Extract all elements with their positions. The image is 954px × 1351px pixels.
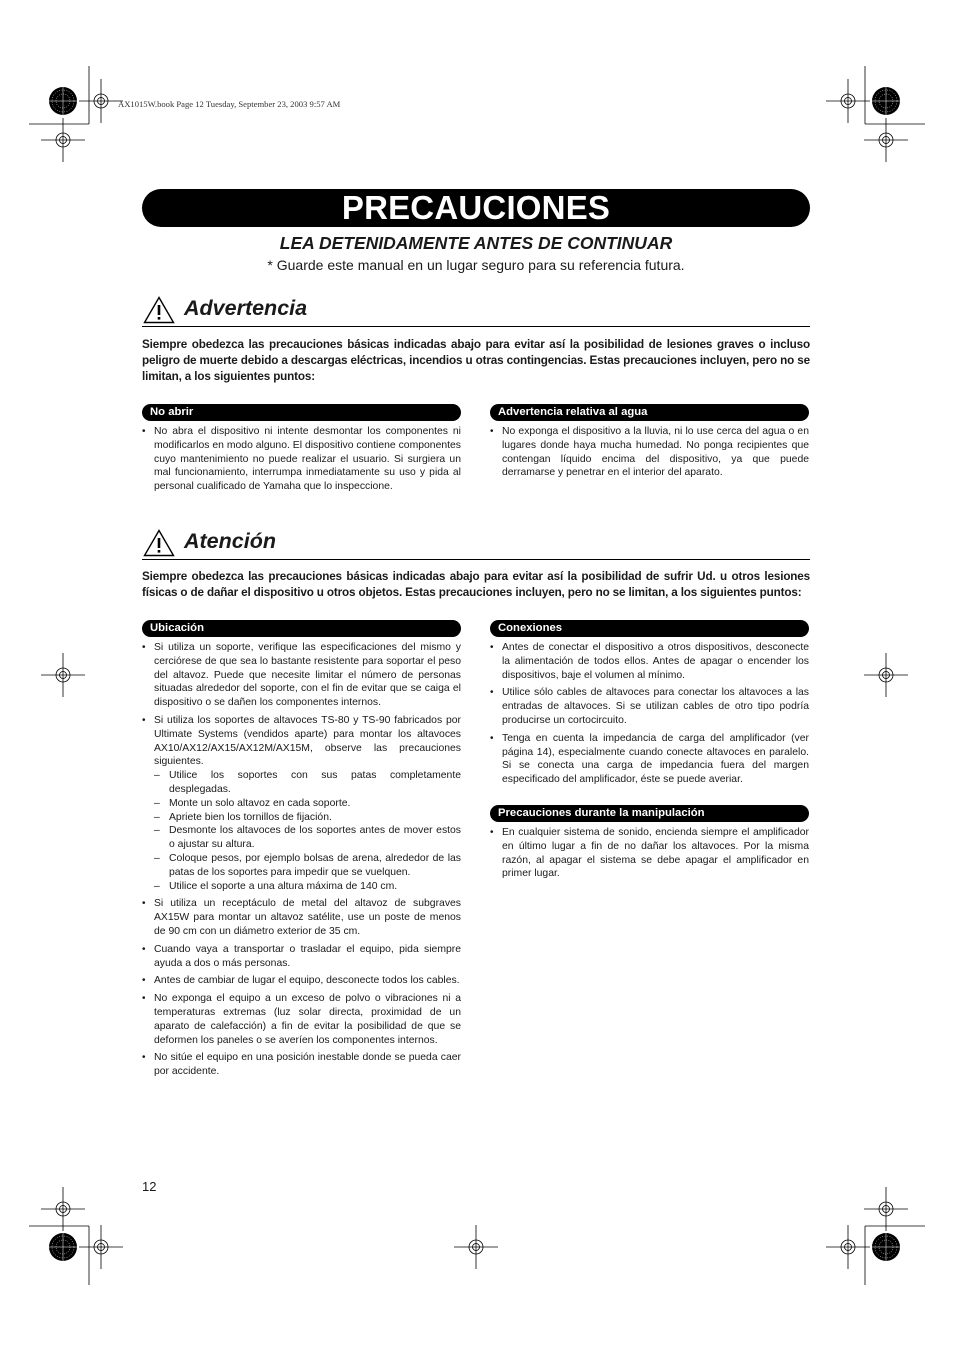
list-item: • Antes de conectar el dispositivo a otros dispositivos, desconecte la alimentación de todos ellos. Antes de apagar o encender los dispositivos, baje el volumen al mínimo.	[490, 641, 809, 682]
list-item: • No exponga el dispositivo a la lluvia, ni lo use cerca del agua o en lugares donde haya mucha humedad. No ponga recipientes que contengan líquido encima del dispositivo, ya que puede derramarse y penetrar en el interior del aparato.	[490, 425, 809, 480]
list-item	[142, 714, 461, 893]
list-item: • No exponga el equipo a un exceso de polvo o vibraciones ni a temperaturas extremas (luz solar directa, proximidad de un aparato de calefacción) a fin de evitar la posibilidad de que se deformen los paneles o se averíen los componentes internos.	[142, 992, 461, 1047]
agua-list	[490, 425, 809, 484]
caution-section-header	[142, 529, 810, 560]
list-item: • Antes de cambiar de lugar el equipo, desconecte todos los cables.	[142, 974, 461, 988]
list-item: • Tenga en cuenta la impedancia de carga del amplificador (ver página 14), especialmente cuando conecte altavoces en paralelo. Si se conecta una carga de impedancia fuera del margen especificado del amplificador, éste se puede averiar.	[490, 732, 809, 787]
agua-label: Advertencia relativa al agua	[490, 404, 809, 421]
manipulacion-list	[490, 826, 809, 885]
warning-triangle-icon	[143, 296, 175, 324]
list-item: • Utilice sólo cables de altavoces para conectar los altavoces a las entradas de altavoces. Si se utilizan cables de otro tipo podría producirse un cortocircuito.	[490, 686, 809, 727]
sub-list-item: – Desmonte los altavoces de los soportes antes de mover estos o ajustar su altura.	[154, 824, 461, 852]
page-title: PRECAUCIONES	[142, 189, 810, 227]
manipulacion-label: Precauciones durante la manipulación	[490, 805, 809, 822]
sub-list	[154, 769, 461, 893]
conexiones-list	[490, 641, 809, 791]
warning-section-header	[142, 296, 810, 327]
list-item: • No sitúe el equipo en una posición inestable donde se pueda caer por accidente.	[142, 1051, 461, 1079]
list-item: • Si utiliza un soporte, verifique las especificaciones del mismo y cerciórese de que sea lo bastante resistente para soportar el peso del altavoz. Puede que necesite limitar el número de personas situadas alrededor del soporte, con el fin de evitar que se caiga el dispositivo o se dañen los componentes internos.	[142, 641, 461, 710]
page-number: 12	[142, 1179, 157, 1194]
warning-triangle-icon	[143, 529, 175, 557]
warning-heading: Advertencia	[184, 296, 308, 320]
sub-list-item: – Apriete bien los tornillos de fijación.	[154, 811, 461, 825]
ubicacion-label: Ubicación	[142, 620, 461, 637]
conexiones-label: Conexiones	[490, 620, 809, 637]
list-item: • Si utiliza un receptáculo de metal del altavoz de subgraves AX15W para montar un altavoz satélite, use un poste de menos de 90 cm con un diámetro exterior de 35 cm.	[142, 897, 461, 938]
caution-heading: Atención	[184, 529, 276, 553]
sub-list-item: – Utilice el soporte a una altura máxima de 140 cm.	[154, 880, 461, 894]
no-abrir-label: No abrir	[142, 404, 461, 421]
list-item: • No abra el dispositivo ni intente desmontar los componentes ni modificarlos en modo alguno. El dispositivo contiene componentes cuyo mantenimiento no puede realizar el usuario. Si surgiera un mal funcionamiento, interrumpa inmediatamente su uso y pida al personal cualificado de Yamaha que lo inspeccione.	[142, 425, 461, 494]
ubicacion-list	[142, 641, 461, 1083]
list-item-text: Si utiliza los soportes de altavoces TS-80 y TS-90 fabricados por Ultimate Systems (vendidos aparte) para montar los altavoces AX10/AX12/AX15/AX12M/AX15M, observe las precauciones siguientes.	[154, 714, 461, 768]
sub-list-item: – Coloque pesos, por ejemplo bolsas de arena, alrededor de las patas de los soportes para impedir que se vuelquen.	[154, 852, 461, 880]
warning-intro: Siempre obedezca las precauciones básicas indicadas abajo para evitar así la posibilidad de lesiones graves o incluso peligro de muerte debido a descargas eléctricas, incendios u otras contingencias. Estas precauciones incluyen, pero no se limitan, a los siguientes puntos:	[142, 338, 810, 384]
sub-list-item: – Monte un solo altavoz en cada soporte.	[154, 797, 461, 811]
list-item: • Cuando vaya a transportar o trasladar el equipo, pida siempre ayuda a dos o más personas.	[142, 943, 461, 971]
storage-note: * Guarde este manual en un lugar seguro para su referencia futura.	[267, 257, 685, 273]
list-item: • En cualquier sistema de sonido, encienda siempre el amplificador en último lugar a fin de no dañar los altavoces. Por la misma razón, al apagar el sistema se debe apagar el amplificador en primer lugar.	[490, 826, 809, 881]
print-header: AX1015W.book Page 12 Tuesday, September 23, 2003 9:57 AM	[118, 99, 341, 109]
subtitle: LEA DETENIDAMENTE ANTES DE CONTINUAR	[279, 233, 673, 253]
no-abrir-list	[142, 425, 461, 498]
sub-list-item: – Utilice los soportes con sus patas completamente desplegadas.	[154, 769, 461, 797]
caution-intro: Siempre obedezca las precauciones básicas indicadas abajo para evitar así la posibilidad de sufrir Ud. u otros lesiones físicas o de dañar el dispositivo u otros objetos. Estas precauciones incluyen, pero no se limitan, a los siguientes puntos:	[142, 570, 810, 600]
